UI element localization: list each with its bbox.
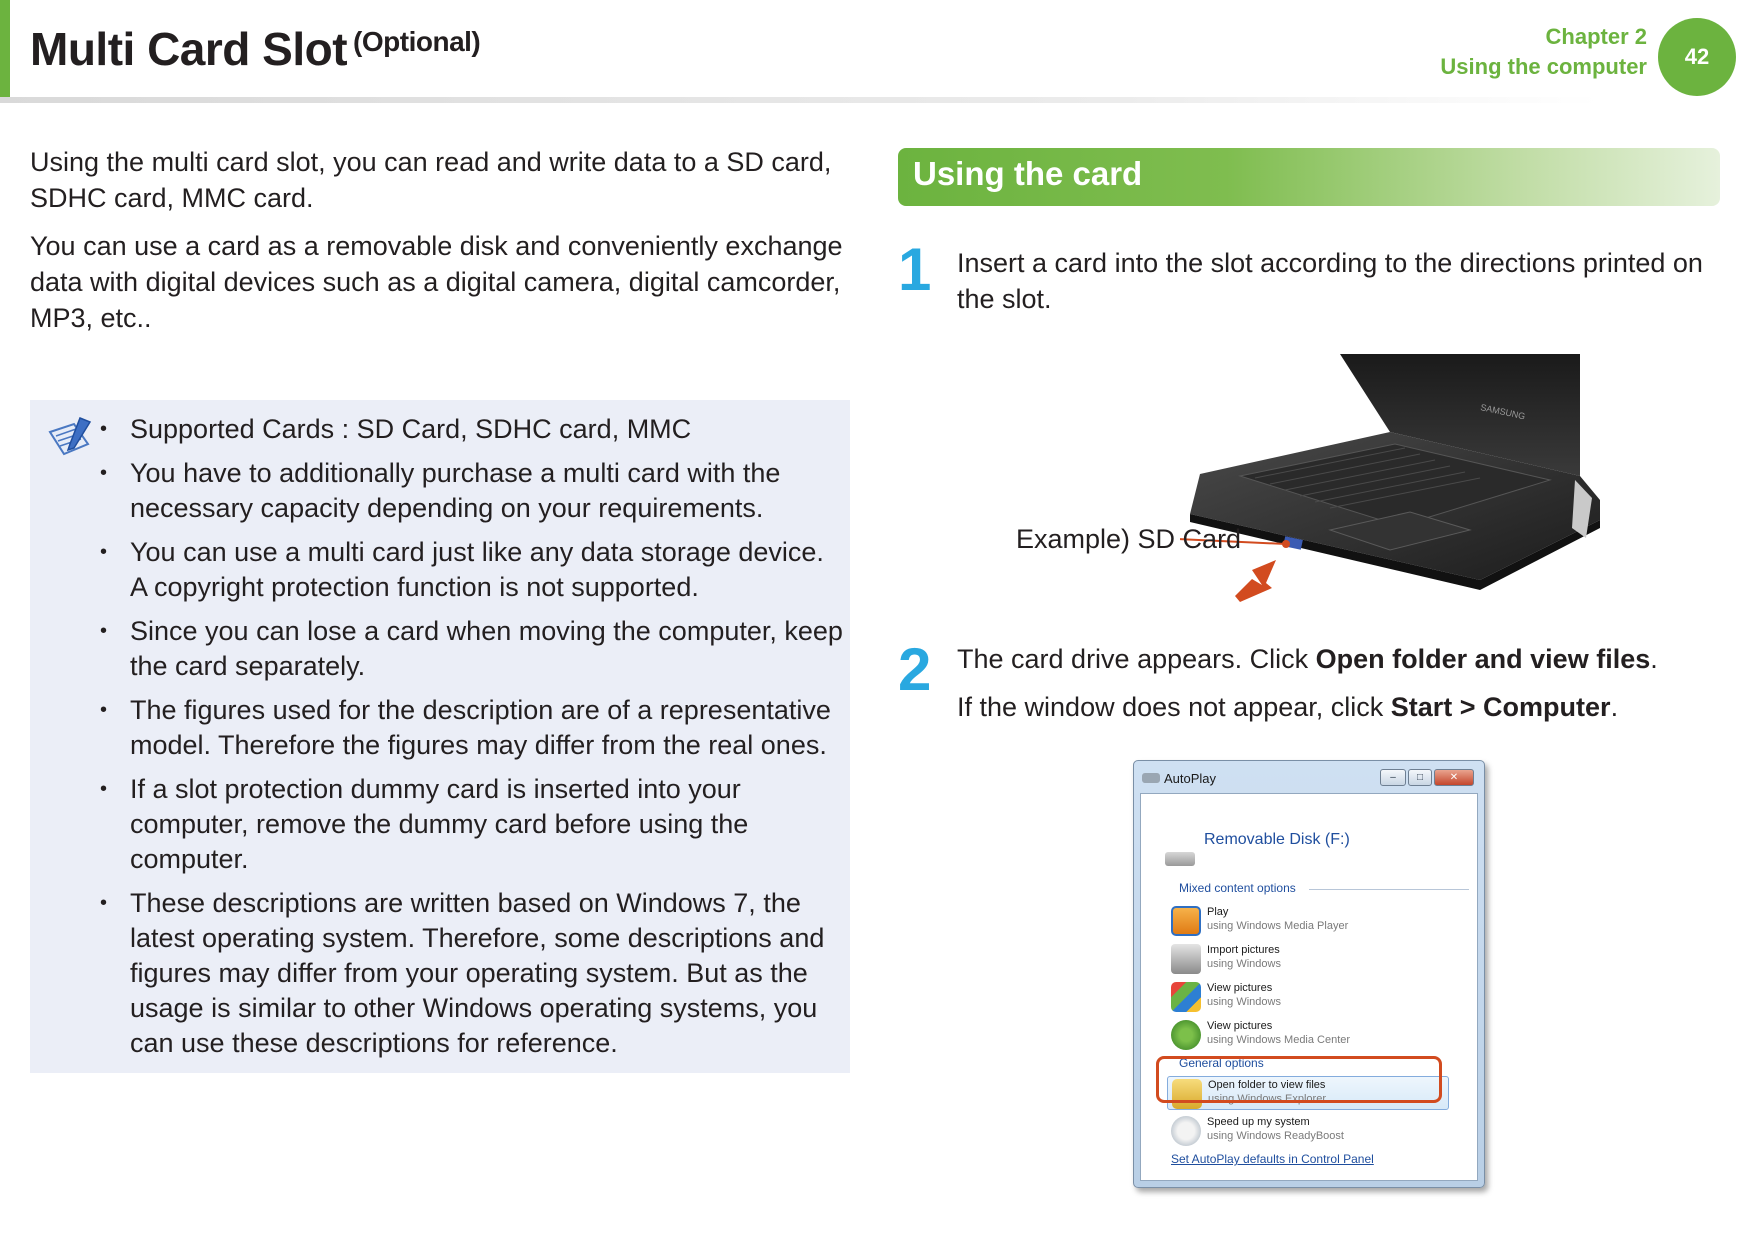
step-2-sub-action: Start > Computer: [1390, 692, 1611, 722]
chapter-title: Using the computer: [1440, 54, 1647, 79]
page-title: [30, 22, 480, 76]
note-item: [100, 693, 845, 763]
note-item: [100, 412, 845, 447]
chapter-number: Chapter 2: [1545, 24, 1647, 49]
header-accent-bar: [0, 0, 10, 98]
step-2-action: Open folder and view files: [1315, 644, 1651, 674]
maximize-button[interactable]: □: [1408, 769, 1432, 786]
laptop-brand: SAMSUNG: [1479, 402, 1527, 422]
page-number-badge: 42: [1658, 18, 1736, 96]
step-number-1: 1: [898, 236, 932, 303]
option-subtitle: using Windows Explorer: [1208, 1093, 1326, 1105]
header-divider: [0, 97, 1600, 103]
option-title: View pictures: [1207, 1020, 1273, 1032]
note-text: If a slot protection dummy card is inserted into your computer, remove the dummy card before using the computer.: [130, 774, 749, 874]
page-title-optional: (Optional): [353, 26, 481, 57]
step-number-2: 2: [898, 636, 932, 703]
option-title: Play: [1207, 906, 1229, 918]
minimize-button[interactable]: –: [1380, 769, 1406, 786]
note-text: Supported Cards : SD Card, SDHC card, MMC: [130, 414, 692, 444]
option-subtitle: using Windows ReadyBoost: [1207, 1130, 1344, 1142]
option-import-pictures[interactable]: [1171, 942, 1471, 976]
group-divider: [1309, 889, 1469, 890]
option-subtitle: using Windows: [1207, 958, 1281, 970]
step-2-text-end: .: [1650, 644, 1658, 674]
section-title: Using the card: [913, 155, 1143, 192]
window-title: AutoPlay: [1164, 771, 1217, 786]
option-title: Speed up my system: [1207, 1116, 1310, 1128]
laptop-illustration: [1180, 350, 1600, 610]
note-item: [100, 772, 845, 877]
window-body: [1140, 793, 1478, 1181]
general-options-label: General options: [1179, 1056, 1264, 1070]
bullet-icon: •: [100, 699, 108, 721]
option-play[interactable]: [1171, 904, 1471, 938]
note-text: Since you can lose a card when moving the computer, keep the card separately.: [130, 616, 843, 681]
option-subtitle: using Windows Media Player: [1207, 920, 1349, 932]
drive-small-icon: [1142, 773, 1160, 783]
autoplay-window: [1133, 760, 1485, 1188]
bullet-icon: •: [100, 620, 108, 642]
autoplay-defaults-link[interactable]: Set AutoPlay defaults in Control Panel: [1171, 1152, 1374, 1166]
bullet-icon: •: [100, 418, 108, 440]
note-item: [100, 886, 845, 1061]
note-text: You have to additionally purchase a multi card with the necessary capacity depending on your requirements.: [130, 458, 781, 523]
step-2-text-start: The card drive appears. Click: [957, 644, 1316, 674]
removable-disk-icon: [1165, 852, 1195, 866]
chapter-heading: [1440, 22, 1647, 82]
note-text: The figures used for the description are of a representative model. Therefore the figures may differ from the real ones.: [130, 695, 831, 760]
bullet-icon: •: [100, 541, 108, 563]
figure-caption: Example) SD Card: [1016, 524, 1242, 554]
step-1-text: Insert a card into the slot according to the directions printed on the slot.: [957, 248, 1703, 314]
option-title: Import pictures: [1207, 944, 1280, 956]
option-subtitle: using Windows Media Center: [1207, 1034, 1351, 1046]
option-title: Open folder to view files: [1208, 1079, 1326, 1091]
bullet-icon: •: [100, 462, 108, 484]
note-text: You can use a multi card just like any data storage device. A copyright protection function is not supported.: [130, 537, 824, 602]
readyboost-gauge-icon: [1171, 1116, 1201, 1146]
page-title-text: Multi Card Slot: [30, 23, 348, 75]
note-box: [30, 400, 850, 1073]
note-list: [100, 412, 845, 1070]
option-subtitle: using Windows: [1207, 996, 1281, 1008]
intro-paragraph: Using the multi card slot, you can read and write data to a SD card, SDHC card, MMC card.: [30, 147, 832, 213]
laptop-image: [1180, 350, 1600, 610]
step-2-subtext: [957, 689, 1717, 725]
option-speed-up[interactable]: [1171, 1114, 1471, 1148]
step-2-text: [957, 641, 1717, 677]
step-2-sub-start: If the window does not appear, click: [957, 692, 1391, 722]
camera-icon: [1171, 944, 1201, 974]
note-item: [100, 614, 845, 684]
note-item: [100, 535, 845, 605]
drive-name: Removable Disk (F:): [1204, 831, 1350, 848]
step-2-sub-end: .: [1610, 692, 1619, 722]
note-pencil-icon: [44, 414, 96, 464]
open-folder-highlight: [1156, 1056, 1442, 1103]
close-button[interactable]: ✕: [1434, 769, 1474, 786]
option-view-pictures[interactable]: [1171, 980, 1471, 1014]
mixed-content-label: Mixed content options: [1179, 881, 1296, 895]
media-player-icon: [1171, 906, 1201, 936]
photo-viewer-icon: [1171, 982, 1201, 1012]
intro-text: [30, 144, 860, 348]
media-center-icon: [1171, 1020, 1201, 1050]
bullet-icon: •: [100, 892, 108, 914]
note-item: [100, 456, 845, 526]
bullet-icon: •: [100, 778, 108, 800]
option-title: View pictures: [1207, 982, 1273, 994]
intro-paragraph: You can use a card as a removable disk and conveniently exchange data with digital devices such as a digital camera, digital camcorder, MP3, etc..: [30, 231, 843, 333]
option-view-pictures-media-center[interactable]: [1171, 1018, 1471, 1052]
note-text: These descriptions are written based on Windows 7, the latest operating system. Therefore, some descriptions and figures may differ from your operating system. But as the usage is similar to other Windows operating systems, you can use these descriptions for reference.: [130, 888, 825, 1058]
